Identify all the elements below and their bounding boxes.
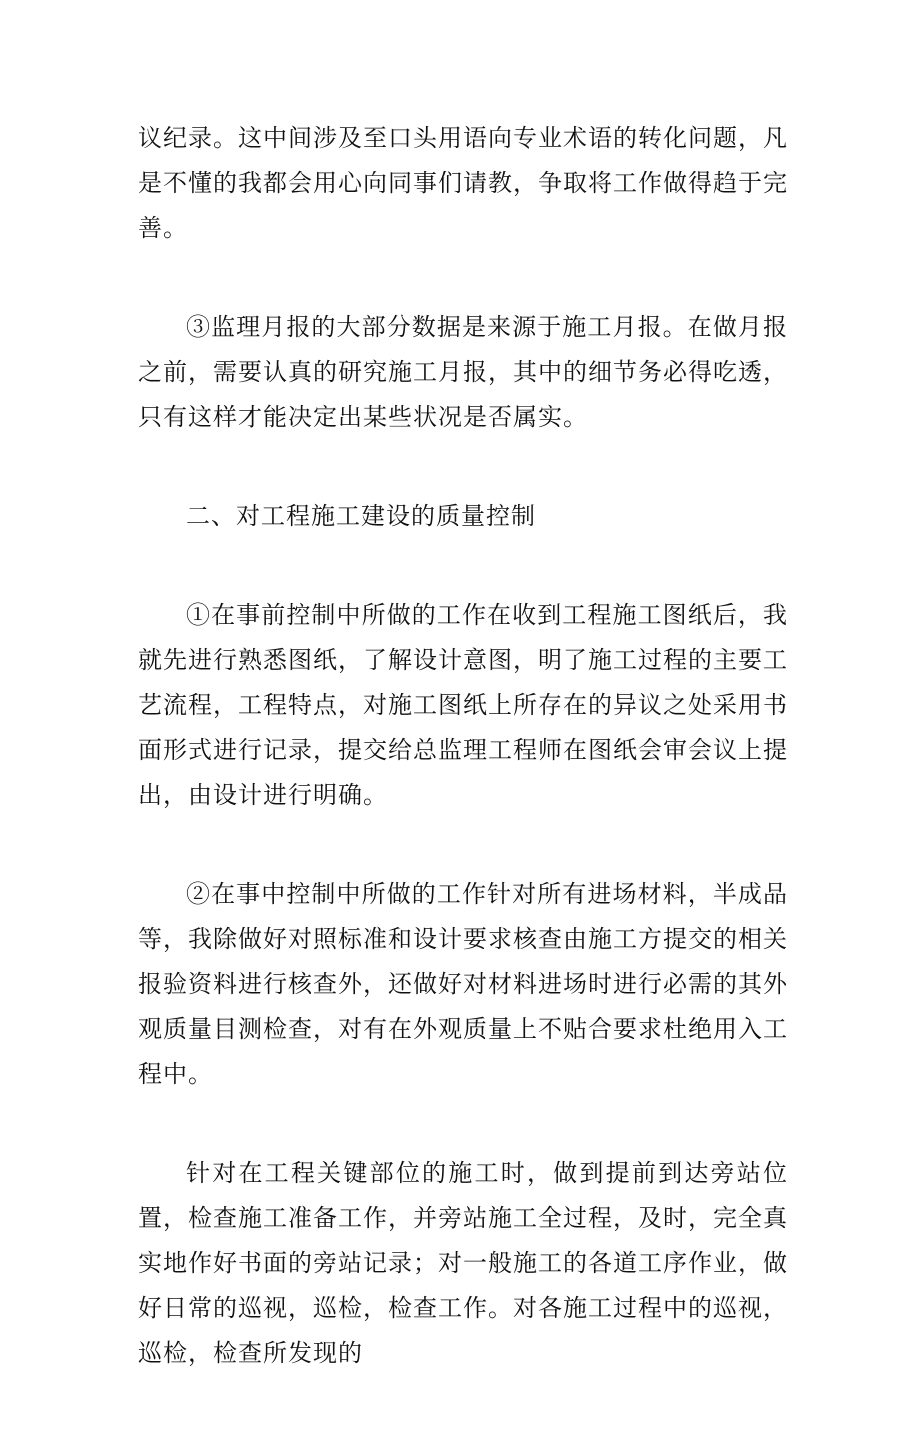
paragraph-continuation: 议纪录。这中间涉及至口头用语向专业术语的转化问题，凡是不懂的我都会用心向同事们请教，争取将工作做得趋于完善。 (138, 124, 788, 242)
paragraph-key-parts-supervision: 针对在工程关键部位的施工时，做到提前到达旁站位置，检查施工准备工作，并旁站施工全过程，及时，完全真实地作好书面的旁站记录；对一般施工的各道工序作业，做好日常的巡视，巡检，检查工作。对各施工过程中的巡视，巡检，检查所发现的 (138, 1159, 788, 1367)
document-body (138, 116, 788, 1430)
paragraph-pre-control: ①在事前控制中所做的工作在收到工程施工图纸后，我就先进行熟悉图纸，了解设计意图，明了施工过程的主要工艺流程，工程特点，对施工图纸上所存在的异议之处采用书面形式进行记录，提交给总监理工程师在图纸会审会议上提出，由设计进行明确。 (138, 601, 788, 809)
section-heading-quality-control: 二、对工程施工建设的质量控制 (186, 502, 536, 530)
paragraph-monthly-report: ③监理月报的大部分数据是来源于施工月报。在做月报之前，需要认真的研究施工月报，其中的细节务必得吃透，只有这样才能决定出某些状况是否属实。 (138, 313, 788, 431)
paragraph-in-process-control: ②在事中控制中所做的工作针对所有进场材料，半成品等，我除做好对照标准和设计要求核查由施工方提交的相关报验资料进行核查外，还做好对材料进场时进行必需的其外观质量目测检查，对有在外观质量上不贴合要求杜绝用入工程中。 (138, 880, 788, 1088)
